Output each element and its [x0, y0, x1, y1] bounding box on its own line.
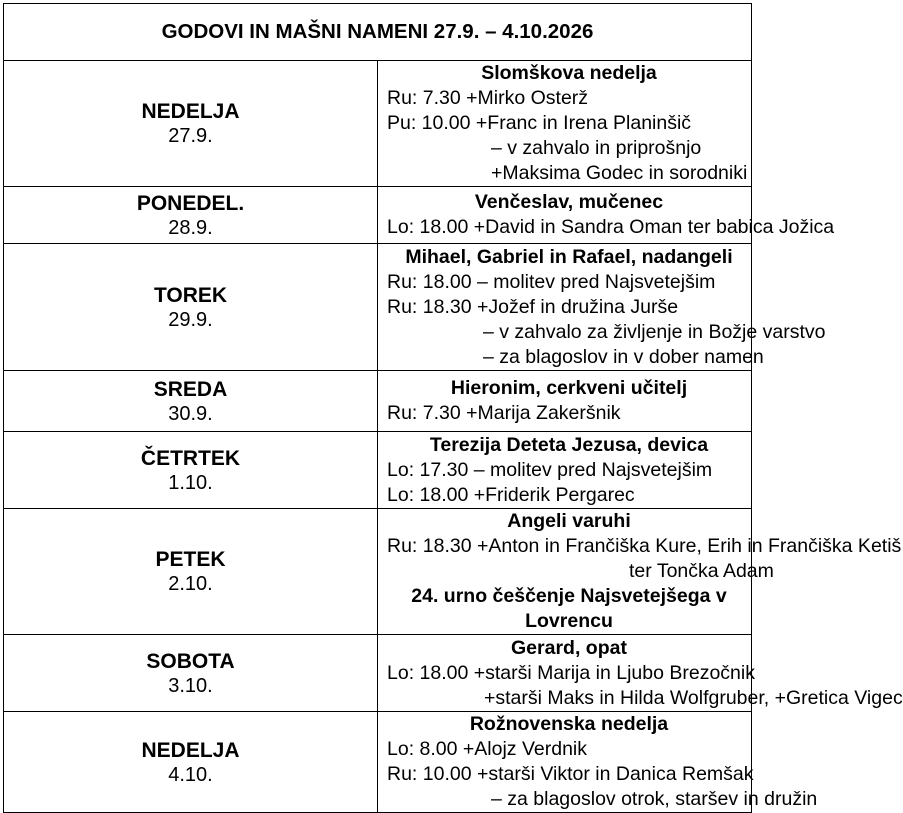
day-date: 28.9.: [168, 216, 213, 239]
day-row-wednesday-30: [4, 371, 752, 432]
feast-title: Terezija Deteta Jezusa, devica: [429, 433, 709, 456]
day-name: PETEK: [155, 548, 226, 571]
day-content: [378, 61, 752, 187]
mass-line: +Maksima Godec in sorodniki: [491, 162, 748, 184]
day-date: 3.10.: [168, 674, 213, 697]
day-name: PONEDEL.: [136, 191, 245, 215]
day-row-sunday-27: [4, 61, 752, 187]
feast-title: Hieronim, cerkveni učitelj: [450, 377, 688, 399]
mass-line: Lo: 18.00 +starši Marija in Ljubo Brezočnik: [387, 661, 755, 684]
schedule-sheet: [3, 3, 903, 813]
day-cell: [4, 244, 378, 371]
day-date: 27.9.: [168, 125, 213, 147]
mass-line: Lo: 18.00 +David in Sandra Oman ter babica Jožica: [387, 216, 835, 238]
day-name: TOREK: [153, 283, 228, 307]
day-date: 29.9.: [168, 308, 213, 331]
day-content: [378, 371, 752, 432]
day-cell: [4, 187, 378, 244]
day-name: SOBOTA: [146, 649, 235, 673]
mass-line: Pu: 10.00 +Franc in Irena Planinšič: [387, 112, 692, 134]
day-row-saturday-3: [4, 635, 752, 712]
feast-title: Gerard, opat: [511, 636, 627, 659]
mass-line: – v zahvalo za življenje in Božje varstvo: [483, 320, 826, 343]
adoration-note: 24. urno češčenje Najsvetejšega v Lovrencu: [411, 585, 727, 632]
day-name: SREDA: [153, 377, 228, 401]
day-date: 1.10.: [168, 471, 213, 494]
day-name: NEDELJA: [141, 100, 240, 123]
mass-line: +starši Maks in Hilda Wolfgruber, +Gretica Vigec: [484, 686, 903, 709]
mass-line: Ru: 18.00 – molitev pred Najsvetejšim: [387, 270, 716, 293]
mass-line: Ru: 18.30 +Anton in Frančiška Kure, Erih in Frančiška Ketiš: [387, 535, 902, 557]
mass-line: Lo: 17.30 – molitev pred Najsvetejšim: [387, 458, 713, 481]
day-name: ČETRTEK: [140, 446, 241, 470]
feast-title: Slomškova nedelja: [481, 62, 657, 84]
day-date: 30.9.: [168, 402, 213, 425]
day-cell: [4, 635, 378, 712]
day-cell: [4, 61, 378, 187]
feast-title: Venčeslav, mučenec: [474, 191, 664, 213]
day-cell: [4, 509, 378, 635]
mass-line: – za blagoslov in v dober namen: [483, 345, 764, 368]
mass-line: Ru: 7.30 +Marija Zakeršnik: [387, 402, 621, 424]
day-row-friday-2: [4, 509, 752, 635]
day-row-monday-28: [4, 187, 752, 244]
feast-title: Rožnovenska nedelja: [469, 713, 669, 735]
mass-line: ter Tončka Adam: [629, 560, 774, 582]
title-row: [4, 4, 752, 61]
mass-line: Lo: 18.00 +Friderik Pergarec: [387, 483, 635, 506]
mass-line: – v zahvalo in priprošnjo: [491, 137, 702, 159]
mass-line: Ru: 18.30 +Jožef in družina Jurše: [387, 295, 679, 318]
schedule-table: [3, 3, 903, 813]
day-name: NEDELJA: [141, 738, 240, 762]
day-date: 2.10.: [168, 573, 213, 595]
mass-line: – za blagoslov otrok, staršev in družin: [491, 788, 818, 810]
mass-line: Ru: 7.30 +Mirko Osterž: [387, 87, 589, 109]
day-content: [378, 432, 752, 509]
day-row-sunday-4: [4, 712, 752, 813]
mass-line: Ru: 10.00 +starši Viktor in Danica Remšak: [387, 763, 754, 785]
day-content: [378, 635, 903, 712]
schedule-title: GODOVI IN MAŠNI NAMENI 27.9. – 4.10.2026: [4, 4, 752, 61]
day-date: 4.10.: [168, 763, 213, 786]
day-cell: [4, 371, 378, 432]
mass-line: Lo: 8.00 +Alojz Verdnik: [387, 738, 588, 760]
day-content: [378, 509, 902, 635]
day-content: [378, 712, 818, 813]
feast-title: Mihael, Gabriel in Rafael, nadangeli: [405, 245, 733, 268]
day-row-tuesday-29: [4, 244, 752, 371]
day-content: [378, 187, 835, 244]
day-row-thursday-1: [4, 432, 752, 509]
feast-title: Angeli varuhi: [507, 510, 631, 532]
day-cell: [4, 432, 378, 509]
day-cell: [4, 712, 378, 813]
day-content: [378, 244, 826, 371]
